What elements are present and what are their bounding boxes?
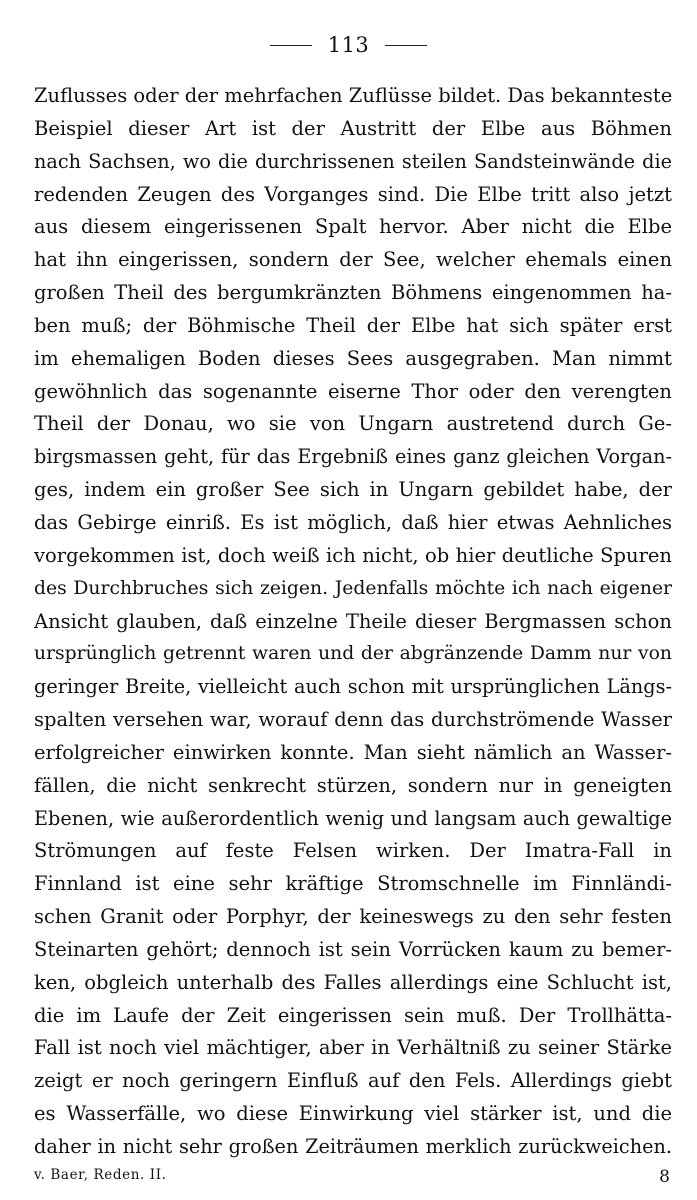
text-line: birgsmassen geht, für das Ergebniß eines ganz gleichen Vorgan- xyxy=(34,445,672,469)
text-line: des Durchbruches sich zeigen. Jedenfalls möchte ich nach eigener xyxy=(34,577,672,599)
text-line: Beispiel dieser Art ist der Austritt der Elbe aus Böhmen xyxy=(34,116,672,140)
text-line: nach Sachsen, wo die durchrissenen steilen Sandsteinwände die xyxy=(34,149,672,173)
text-line: aus diesem eingerissenen Spalt hervor. Aber nicht die Elbe xyxy=(34,215,672,239)
page-header xyxy=(0,30,697,60)
text-line: vorgekommen ist, doch weiß ich nicht, ob hier deutliche Spuren xyxy=(34,543,672,567)
text-line: gewöhnlich das sogenannte eiserne Thor oder den verengten xyxy=(34,379,672,403)
text-line-last: daher in nicht sehr großen Zeiträumen merklich zurückweichen. xyxy=(34,1135,672,1158)
text-line: Finnland ist eine sehr kräftige Stromschnelle im Finnländi- xyxy=(34,872,672,896)
text-line: ken, obgleich unterhalb des Falles allerdings eine Schlucht ist, xyxy=(34,970,672,994)
text-line: redenden Zeugen des Vorganges sind. Die Elbe tritt also jetzt xyxy=(34,182,672,206)
text-line: im ehemaligen Boden dieses Sees ausgegraben. Man nimmt xyxy=(34,346,672,370)
text-line: ben muß; der Böhmische Theil der Elbe hat sich später erst xyxy=(34,313,672,337)
text-line: Zuflusses oder der mehrfachen Zuflüsse bildet. Das bekannteste xyxy=(34,84,672,107)
text-line: ursprünglich getrennt waren und der abgränzende Damm nur von xyxy=(34,643,672,665)
text-line: Fall ist noch viel mächtiger, aber in Verhältniß zu seiner Stärke xyxy=(34,1036,672,1060)
text-line: großen Theil des bergumkränzten Böhmens eingenommen ha- xyxy=(34,281,672,305)
text-line: Ebenen, wie außerordentlich wenig und langsam auch gewaltige xyxy=(34,806,672,830)
text-line: geringer Breite, vielleicht auch schon mit ursprünglichen Längs- xyxy=(34,675,672,699)
page-number: 113 xyxy=(327,33,370,57)
text-line: das Gebirge einriß. Es ist möglich, daß hier etwas Aehnliches xyxy=(34,510,672,534)
footer-signature: v. Baer, Reden. II. xyxy=(34,1167,167,1183)
text-line: Strömungen auf feste Felsen wirken. Der Imatra-Fall in xyxy=(34,839,672,863)
text-line: die im Laufe der Zeit eingerissen sein muß. Der Trollhätta- xyxy=(34,1003,672,1027)
text-line: Steinarten gehört; dennoch ist sein Vorrücken kaum zu bemer- xyxy=(34,937,672,961)
header-rule-right xyxy=(385,45,427,46)
text-line: schen Granit oder Porphyr, der keineswegs zu den sehr festen xyxy=(34,905,672,929)
text-line: spalten versehen war, worauf denn das durchströmende Wasser xyxy=(34,708,672,732)
text-line: Ansicht glauben, daß einzelne Theile dieser Bergmassen schon xyxy=(34,609,672,633)
text-line: fällen, die nicht senkrecht stürzen, sondern nur in geneigten xyxy=(34,773,672,797)
header-rule-left xyxy=(270,45,312,46)
page-footer xyxy=(34,1163,670,1187)
text-line: erfolgreicher einwirken konnte. Man sieht nämlich an Wasser- xyxy=(34,740,672,764)
body-text xyxy=(34,80,672,1164)
text-line: hat ihn eingerissen, sondern der See, welcher ehemals einen xyxy=(34,248,672,272)
footer-sheet-number: 8 xyxy=(659,1167,670,1187)
text-line: Theil der Donau, wo sie von Ungarn austretend durch Ge- xyxy=(34,412,672,436)
text-line: zeigt er noch geringern Einfluß auf den Fels. Allerdings giebt xyxy=(34,1069,672,1093)
text-line: ges, indem ein großer See sich in Ungarn gebildet habe, der xyxy=(34,478,672,502)
text-line: es Wasserfälle, wo diese Einwirkung viel stärker ist, und die xyxy=(34,1102,672,1126)
